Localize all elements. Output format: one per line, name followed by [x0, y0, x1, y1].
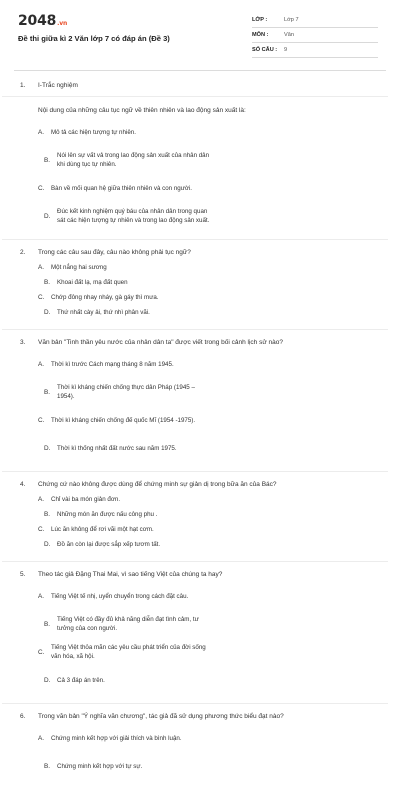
logo-suffix: .vn [57, 20, 68, 27]
answer-option-a[interactable] [38, 121, 210, 143]
question-number: 3. [20, 339, 26, 346]
divider [2, 703, 388, 704]
question-number: 5. [20, 571, 26, 578]
divider [2, 471, 388, 472]
answer-option-d[interactable] [44, 540, 216, 549]
answer-option-d[interactable] [44, 437, 216, 459]
option-letter: D. [44, 444, 51, 452]
answer-option-a[interactable] [38, 727, 210, 749]
page-header [0, 0, 400, 68]
option-letter: A. [38, 264, 45, 271]
answer-option-b[interactable] [44, 278, 216, 287]
meta-table [252, 13, 378, 58]
answer-option-d[interactable] [44, 308, 216, 317]
option-letter: B. [44, 388, 51, 396]
option-text: Đúc kết kinh nghiệm quý báu của nhân dân trong quan sát các hiện tượng tự nhiên và trong lao động sản xuất. [57, 208, 210, 224]
question-2 [20, 239, 382, 323]
answer-option-c[interactable] [38, 293, 210, 302]
option-letter: B. [44, 620, 51, 628]
option-letter: C. [38, 648, 45, 656]
divider [2, 329, 388, 330]
option-text: Chứng minh kết hợp với giải thích và bình luận. [51, 734, 182, 742]
question-3 [20, 329, 382, 465]
option-text: Lúc ăn không để rơi vãi một hạt cơm. [51, 526, 154, 533]
answer-option-b[interactable] [44, 149, 216, 171]
option-text: Những món ăn được nấu công phu . [57, 511, 158, 518]
option-text: Chỉ vài ba món giản đơn. [51, 496, 121, 503]
meta-row-grade [252, 13, 378, 28]
question-list [20, 80, 382, 789]
question-number: 1. [20, 82, 26, 89]
option-letter: B. [44, 762, 51, 770]
option-text: Chớp đông nhay nháy, gà gáy thì mưa. [51, 294, 159, 301]
document-title: Đề thi giữa kì 2 Văn lớp 7 có đáp án (Đề 3) [18, 34, 170, 43]
question-prompt: Nội dung của những câu tục ngữ về thiên nhiên và lao động sản xuất là: [38, 107, 246, 114]
option-letter: C. [38, 184, 45, 192]
answer-options [20, 121, 382, 233]
option-letter: D. [44, 676, 51, 684]
option-text: Tiếng Việt thỏa mãn các yêu cầu phát triển của đời sống văn hóa, xã hội. [51, 644, 206, 660]
answer-option-d[interactable] [44, 205, 216, 227]
option-text: Khoai đất lạ, mạ đất quen [57, 279, 128, 286]
question-text: Văn bản "Tinh thần yêu nước của nhân dân ta" được viết trong bối cảnh lịch sử nào? [38, 339, 283, 346]
option-text: Tiếng Việt có đầy đủ khả năng diễn đạt tình cảm, tư tưởng của con người. [57, 616, 199, 632]
answer-options [20, 585, 382, 697]
option-letter: A. [38, 496, 45, 503]
divider [2, 239, 388, 240]
divider [2, 96, 388, 97]
option-letter: D. [44, 541, 51, 548]
option-letter: A. [38, 128, 45, 136]
option-text: Nói lên sự vất vả trong lao động sản xuất của nhân dân khi dùng tục tự nhiên. [57, 152, 210, 168]
meta-value: Văn [284, 32, 294, 38]
option-letter: A. [38, 734, 45, 742]
answer-option-a[interactable] [38, 495, 210, 504]
site-logo[interactable] [18, 13, 67, 29]
question-number: 2. [20, 249, 26, 256]
question-number: 6. [20, 713, 26, 720]
option-letter: A. [38, 360, 45, 368]
question-text: Chứng cứ nào không được dùng để chứng minh sự giản dị trong bữa ăn của Bác? [38, 481, 277, 488]
option-text: Thời kì trước Cách mạng tháng 8 năm 1945. [51, 360, 174, 368]
option-text: Thứ nhất cày ải, thứ nhì phân vãi. [57, 309, 150, 316]
question-4 [20, 471, 382, 555]
question-text: Trong các câu sau đây, câu nào không phải tục ngữ? [38, 249, 191, 256]
option-text: Cả 3 đáp án trên. [57, 676, 105, 684]
question-text: Theo tác giả Đặng Thai Mai, vì sao tiếng Việt của chúng ta hay? [38, 571, 223, 578]
option-text: Chứng minh kết hợp với tự sự. [57, 762, 143, 770]
option-text: Một nắng hai sương [51, 264, 107, 271]
option-letter: D. [44, 212, 51, 220]
answer-option-c[interactable] [38, 641, 210, 663]
question-text: I-Trắc nghiệm [38, 82, 78, 89]
answer-option-b[interactable] [44, 755, 216, 777]
option-text: Thời kì thống nhất đất nước sau năm 1975. [57, 444, 177, 452]
answer-option-d[interactable] [44, 669, 216, 691]
logo-main: 2048 [18, 13, 57, 29]
answer-option-c[interactable] [38, 409, 210, 431]
answer-option-c[interactable] [38, 177, 210, 199]
answer-options [20, 727, 382, 783]
meta-row-subject [252, 28, 378, 43]
answer-option-b[interactable] [44, 381, 216, 403]
question-text: Trong văn bản "Ý nghĩa văn chương", tác giả đã sử dụng phương thức biểu đạt nào? [38, 713, 284, 720]
divider [2, 561, 388, 562]
option-letter: C. [38, 526, 45, 533]
option-text: Bàn về mối quan hệ giữa thiên nhiên và con người. [51, 184, 192, 192]
header-divider [14, 70, 386, 71]
option-text: Đồ ăn còn lại được sắp xếp tươm tất. [57, 541, 161, 548]
answer-options [20, 353, 382, 465]
meta-key: LỚP : [252, 17, 268, 23]
option-letter: A. [38, 592, 45, 600]
question-1 [20, 80, 382, 233]
meta-value: 9 [284, 47, 288, 53]
option-letter: B. [44, 279, 51, 286]
meta-key: SỐ CÂU : [252, 47, 278, 53]
option-letter: B. [44, 156, 51, 164]
answer-option-b[interactable] [44, 613, 216, 635]
answer-option-a[interactable] [38, 353, 210, 375]
meta-value: Lớp 7 [284, 17, 299, 23]
answer-options [20, 263, 382, 323]
option-text: Mô tả các hiện tượng tự nhiên. [51, 128, 136, 136]
option-letter: B. [44, 511, 51, 518]
option-text: Thời kì kháng chiến chống thực dân Pháp (1945 – 1954). [57, 384, 195, 400]
option-letter: C. [38, 294, 45, 301]
meta-key: MÔN : [252, 32, 269, 38]
answer-option-c[interactable] [38, 525, 210, 534]
answer-options [20, 495, 382, 555]
option-text: Tiếng Việt tế nhị, uyển chuyển trong cách đặt câu. [51, 592, 189, 600]
meta-row-count [252, 43, 378, 58]
answer-option-a[interactable] [38, 585, 210, 607]
option-text: Thời kì kháng chiến chống đế quốc Mĩ (1954 -1975). [51, 416, 196, 424]
option-letter: C. [38, 416, 45, 424]
answer-option-a[interactable] [38, 263, 210, 272]
question-5 [20, 561, 382, 697]
question-6 [20, 703, 382, 783]
option-letter: D. [44, 309, 51, 316]
question-number: 4. [20, 481, 26, 488]
answer-option-b[interactable] [44, 510, 216, 519]
